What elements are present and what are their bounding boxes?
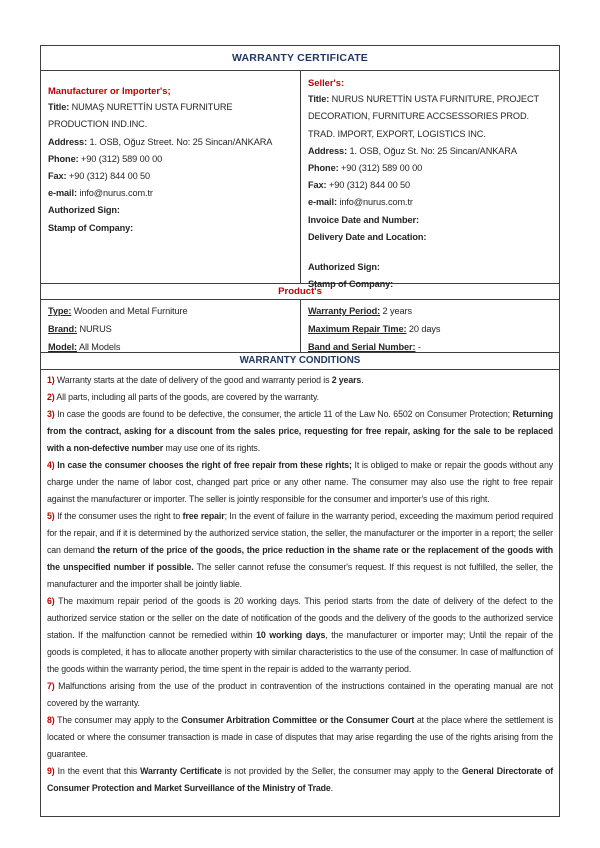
condition-item bbox=[47, 372, 553, 389]
seller-fields bbox=[308, 91, 551, 293]
conditions-section-header: WARRANTY CONDITIONS bbox=[41, 353, 559, 370]
seller-cell bbox=[301, 71, 559, 290]
field-row bbox=[308, 259, 551, 276]
condition-item bbox=[47, 678, 553, 712]
product-section-header: Product's bbox=[41, 284, 559, 300]
condition-number: 6) bbox=[47, 596, 55, 606]
field-row: Brand: NURUS bbox=[48, 324, 112, 334]
field-label: Model: bbox=[48, 342, 77, 352]
condition-text-bold: free repair bbox=[182, 511, 225, 521]
field-row: Warranty Period: 2 years bbox=[308, 306, 412, 316]
condition-text: at the place where the settlement is located or where the consumer transaction is made in case of disputes that may arise regarding the use of the rights arising from the guarantee. bbox=[47, 715, 554, 759]
field-label: Delivery Date and Location: bbox=[308, 231, 427, 242]
field-row: Phone: +90 (312) 589 00 00 bbox=[48, 153, 163, 164]
condition-text-bold: General Directorate of Consumer Protection and Market Surveillance of the Ministry of Trade bbox=[47, 766, 554, 793]
condition-text: Warranty starts at the date of delivery of the good and warranty period is bbox=[54, 375, 332, 385]
field-label: Authorized Sign: bbox=[308, 262, 380, 273]
field-label: Phone: bbox=[308, 163, 339, 174]
condition-item bbox=[47, 389, 553, 406]
field-label: Address: bbox=[308, 145, 348, 156]
seller-heading: Seller's: bbox=[308, 77, 345, 88]
condition-number: 5) bbox=[47, 511, 55, 521]
field-row: Type: Wooden and Metal Furniture bbox=[48, 306, 188, 316]
field-label: Stamp of Company: bbox=[48, 222, 134, 233]
condition-text-bold: In case the consumer chooses the right of free repair from these rights; bbox=[54, 460, 352, 470]
document-title: WARRANTY CERTIFICATE bbox=[41, 46, 559, 71]
condition-text: . bbox=[361, 375, 364, 385]
warranty-certificate-table bbox=[40, 45, 560, 817]
manufacturer-fields bbox=[48, 99, 292, 237]
condition-item bbox=[47, 712, 553, 763]
field-label: Brand: bbox=[48, 324, 78, 334]
condition-number: 3) bbox=[47, 409, 55, 419]
condition-text: If the consumer uses the right to bbox=[54, 511, 183, 521]
condition-number: 4) bbox=[47, 460, 55, 470]
condition-text-bold: the return of the price of the goods, the price reduction in the shame rate or the replacement of the goods with the unspecified number if possible. bbox=[47, 545, 553, 572]
field-label: Stamp of Company: bbox=[308, 279, 394, 290]
condition-text: In the event that this bbox=[54, 766, 141, 776]
condition-number: 7) bbox=[47, 681, 55, 691]
field-label: Authorized Sign: bbox=[48, 205, 120, 216]
condition-text: . bbox=[330, 783, 333, 793]
field-row bbox=[308, 212, 551, 229]
field-row: Address: 1. OSB, Oğuz St. No: 25 Sincan/ANKARA bbox=[308, 145, 517, 156]
field-label: Maximum Repair Time: bbox=[308, 324, 407, 334]
manufacturer-heading: Manufacturer or Importer's; bbox=[48, 85, 171, 96]
field-label: Invoice Date and Number: bbox=[308, 214, 419, 225]
parties-section bbox=[41, 71, 559, 290]
condition-text-bold: 2 years bbox=[331, 375, 362, 385]
condition-text: The consumer may apply to the bbox=[54, 715, 182, 725]
field-label: Type: bbox=[48, 306, 72, 316]
field-row: e-mail: info@nurus.com.tr bbox=[48, 188, 153, 199]
field-row: Title: NURUS NURETTİN USTA FURNITURE, PROJECT DECORATION, FURNITURE ACCSESSORIES PROD. TRAD. IMPORT, EXPORT, LOGISTICS INC. bbox=[308, 94, 539, 139]
field-label: Phone: bbox=[48, 153, 79, 164]
field-row bbox=[308, 229, 551, 246]
field-spacer bbox=[308, 246, 551, 259]
condition-text-bold: 10 working days bbox=[256, 630, 326, 640]
condition-text: All parts, including all parts of the goods, are covered by the warranty. bbox=[54, 392, 319, 402]
condition-item bbox=[47, 763, 553, 797]
condition-text: is not provided by the Seller, the consumer may apply to the bbox=[221, 766, 462, 776]
condition-number: 2) bbox=[47, 392, 55, 402]
field-label: Warranty Period: bbox=[308, 306, 381, 316]
field-label: Fax: bbox=[308, 180, 327, 191]
field-row: e-mail: info@nurus.com.tr bbox=[308, 197, 413, 208]
condition-text-bold: Warranty Certificate bbox=[140, 766, 222, 776]
condition-text: ; In the event of failure in the warranty period, exceeding the maximum period required for the repair, and if it is determined by the authorized service station, the seller, the manufacturer or the importer in a report; the seller can demand bbox=[47, 511, 553, 555]
field-label: Title: bbox=[308, 94, 330, 105]
field-label: Title: bbox=[48, 102, 70, 113]
field-label: e-mail: bbox=[308, 197, 337, 208]
field-row: Maximum Repair Time: 20 days bbox=[308, 324, 441, 334]
field-row: Band and Serial Number: - bbox=[308, 342, 421, 352]
field-label: e-mail: bbox=[48, 188, 77, 199]
condition-text-bold: Returning from the contract, asking for a discount from the sales price, requesting for free repair, asking for the sale to be replaced with a non-defective number bbox=[47, 409, 553, 453]
condition-number: 9) bbox=[47, 766, 55, 776]
condition-text: , the manufacturer or importer may; Until the repair of the goods is completed, it has to allocate another property with similar characteristics to the use of the consumer. In case of malfunction of the goods within the warranty period, the time spent in the repair is added to the warranty period. bbox=[47, 630, 553, 674]
field-row bbox=[48, 202, 292, 219]
condition-item bbox=[47, 406, 553, 457]
manufacturer-cell bbox=[41, 71, 301, 283]
condition-text: may use one of its rights. bbox=[163, 443, 261, 453]
condition-item bbox=[47, 508, 553, 593]
field-label: Band and Serial Number: bbox=[308, 342, 416, 352]
field-label: Address: bbox=[48, 136, 88, 147]
warranty-conditions-list bbox=[41, 370, 559, 816]
field-row: Model: All Models bbox=[48, 342, 121, 352]
field-row bbox=[48, 220, 292, 237]
condition-number: 1) bbox=[47, 375, 55, 385]
condition-number: 8) bbox=[47, 715, 55, 725]
product-left-cell bbox=[41, 300, 301, 352]
product-right-cell bbox=[301, 300, 559, 352]
product-left-fields bbox=[48, 302, 292, 356]
condition-item bbox=[47, 457, 553, 508]
field-row: Fax: +90 (312) 844 00 50 bbox=[48, 171, 151, 182]
condition-text: It is obliged to make or repair the goods without any charge under the name of labor cost, changed part price or any other name. The consumer may also use the right to free repair against the manufacturer or importer. The seller is jointly responsible for the consumer and importer's use of this right. bbox=[47, 460, 553, 504]
condition-text: The seller cannot refuse the consumer's request. If this request is not fulfilled, the seller, the manufacturer and the importer shall be jointly liable. bbox=[47, 562, 554, 589]
field-row: Title: NUMAŞ NURETTİN USTA FURNITURE PRODUCTION IND.INC. bbox=[48, 102, 233, 130]
condition-text: In case the goods are found to be defective, the consumer, the article 11 of the Law No. 6502 on Consumer Protection; bbox=[54, 409, 513, 419]
condition-text: The maximum repair period of the goods is 20 working days. This period starts from the date of delivery of the defect to the authorized service station or the seller on the date of notification of the goods and the delivery of the goods to the authorized service station. If the malfunction cannot be remedied within bbox=[47, 596, 553, 640]
field-row: Address: 1. OSB, Oğuz Street. No: 25 Sincan/ANKARA bbox=[48, 136, 273, 147]
condition-text-bold: Consumer Arbitration Committee or the Consumer Court bbox=[181, 715, 415, 725]
condition-item bbox=[47, 593, 553, 678]
field-row: Phone: +90 (312) 589 00 00 bbox=[308, 163, 423, 174]
field-label: Fax: bbox=[48, 171, 67, 182]
field-row: Fax: +90 (312) 844 00 50 bbox=[308, 180, 411, 191]
condition-text: Malfunctions arising from the use of the product in contravention of the instructions contained in the operating manual are not covered by the warranty. bbox=[47, 681, 553, 708]
product-section bbox=[41, 300, 559, 353]
product-right-fields bbox=[308, 302, 551, 356]
